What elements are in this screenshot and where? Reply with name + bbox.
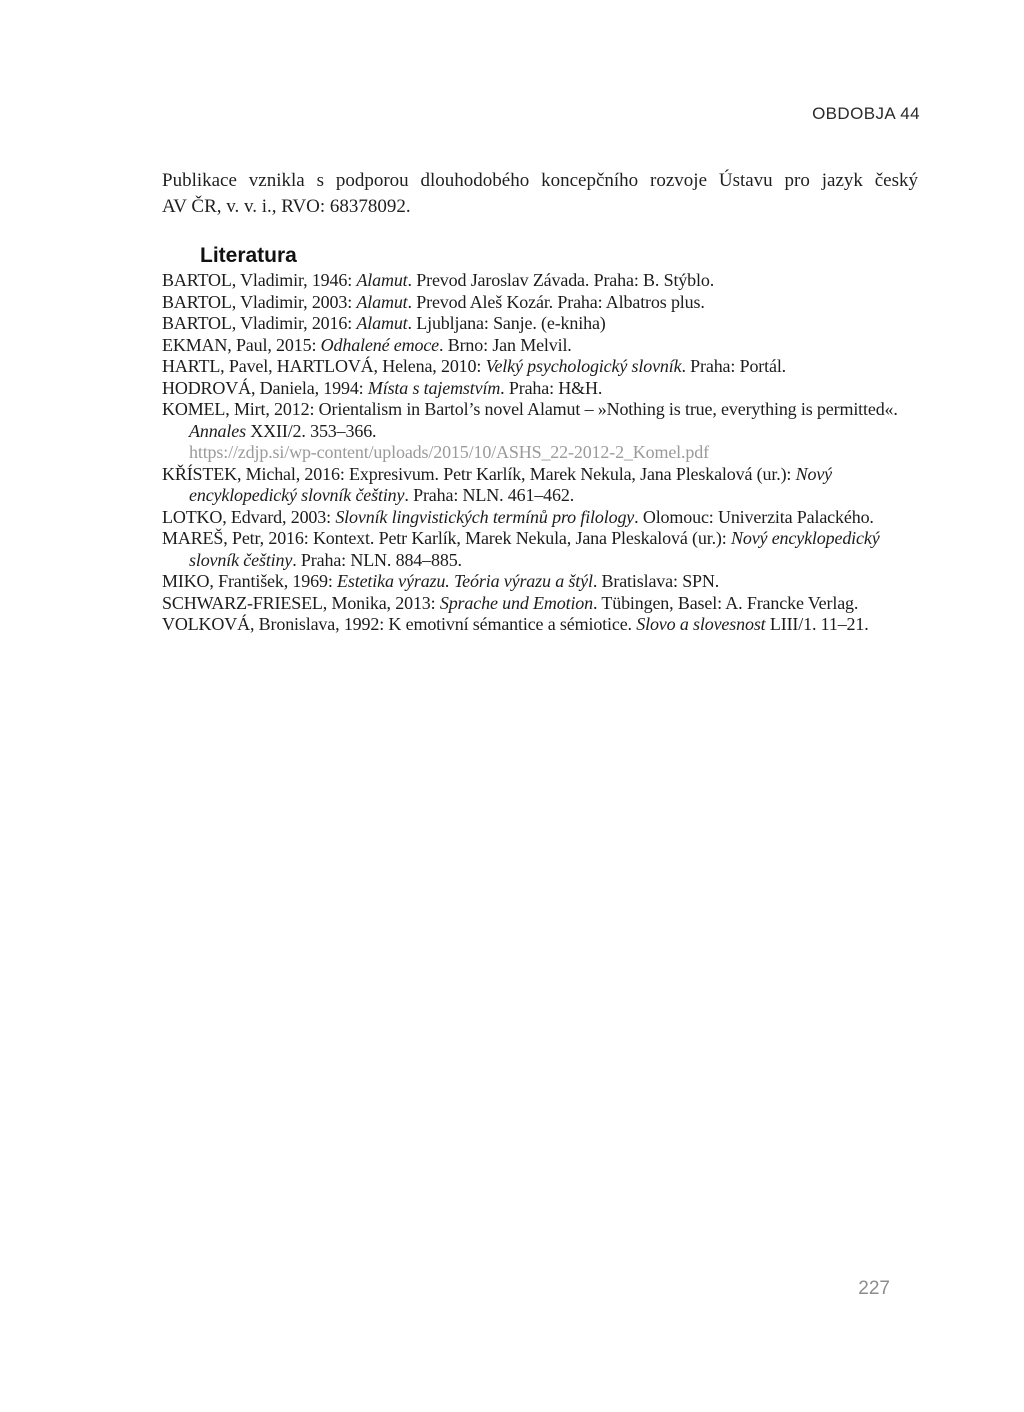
entry-title: Estetika výrazu. Teória výrazu a štýl — [337, 571, 593, 591]
page-content — [162, 168, 918, 636]
page-number: 227 — [858, 1278, 890, 1299]
bibliography-entry — [162, 464, 918, 507]
entry-title: Annales — [189, 420, 246, 441]
intro-line: AV ČR, v. v. i., RVO: 68378092. — [162, 196, 411, 217]
entry-text: XXII/2. 353–366. — [245, 420, 377, 441]
bibliography-entry — [162, 593, 918, 615]
bibliography-entry — [162, 614, 918, 636]
entry-text: . Praha: NLN. 461–462. — [404, 485, 575, 505]
entry-text: EKMAN, Paul, 2015: — [162, 334, 321, 355]
entry-title: Nový encyklopedický slovník češtiny — [189, 528, 880, 570]
entry-text: LOTKO, Edvard, 2003: — [162, 506, 336, 527]
entry-title: Slovník lingvistických termínů pro filology — [335, 506, 635, 527]
entry-text: MAREŠ, Petr, 2016: Kontext. Petr Karlík, Marek Nekula, Jana Pleskalová (ur.): — [162, 528, 731, 548]
entry-text: . Brno: Jan Melvil. — [439, 334, 572, 355]
entry-text: . Praha: NLN. 884–885. — [292, 549, 462, 570]
entry-title: Slovo a slovesnost — [636, 614, 766, 634]
entry-title: Velký psychologický slovník — [485, 356, 682, 376]
bibliography-entry — [162, 335, 918, 357]
entry-text: KŘÍSTEK, Michal, 2016: Expresivum. Petr Karlík, Marek Nekula, Jana Pleskalová (ur.): — [162, 463, 796, 484]
bibliography-entry — [162, 507, 918, 529]
bibliography-entry — [162, 270, 918, 292]
entry-title: Odhalené emoce — [320, 334, 440, 355]
entry-title: Místa s tajemstvím — [367, 377, 501, 398]
entry-text: . Olomouc: Univerzita Palackého. — [634, 506, 874, 527]
entry-text: KOMEL, Mirt, 2012: Orientalism in Bartol’s novel Alamut – »Nothing is true, everything is permitted«. — [162, 399, 898, 419]
bibliography-heading: Literatura — [200, 244, 297, 267]
bibliography-entry — [162, 378, 918, 400]
entry-text: . Ljubljana: Sanje. (e-kniha) — [407, 313, 606, 333]
entry-text: VOLKOVÁ, Bronislava, 1992: K emotivní sémantice a sémiotice. — [162, 614, 637, 634]
bibliography-entry — [162, 399, 918, 464]
bibliography-entry — [162, 528, 918, 571]
entry-text: BARTOL, Vladimir, 1946: — [162, 270, 357, 290]
bibliography-entry — [162, 571, 918, 593]
entry-text: . Prevod Jaroslav Závada. Praha: B. Stýblo. — [407, 270, 715, 290]
intro-line: Publikace vznikla s podporou dlouhodobého koncepčního rozvoje Ústavu pro jazyk český — [162, 170, 918, 191]
entry-text: MIKO, František, 1969: — [162, 571, 338, 591]
entry-text: BARTOL, Vladimir, 2003: — [162, 291, 357, 312]
entry-text: . Bratislava: SPN. — [592, 571, 720, 591]
bibliography-entry — [162, 356, 918, 378]
entry-title: Alamut — [356, 291, 408, 312]
entry-text: SCHWARZ-FRIESEL, Monika, 2013: — [162, 592, 440, 613]
entry-title: Alamut — [356, 270, 408, 290]
running-head: OBDOBJA 44 — [812, 104, 920, 123]
entry-text: . Tübingen, Basel: A. Francke Verlag. — [593, 592, 859, 613]
entry-text: HARTL, Pavel, HARTLOVÁ, Helena, 2010: — [162, 356, 486, 376]
bibliography-entry — [162, 292, 918, 314]
intro-paragraph — [162, 168, 918, 220]
entry-text: LIII/1. 11–21. — [765, 614, 869, 634]
bibliography-entry — [162, 313, 918, 335]
entry-title: Nový encyklopedický slovník češtiny — [189, 463, 833, 505]
entry-text: . Prevod Aleš Kozár. Praha: Albatros plus. — [407, 291, 705, 312]
entry-title: Sprache und Emotion — [439, 592, 593, 613]
entry-text: . Praha: H&H. — [500, 377, 603, 398]
entry-title: Alamut — [356, 313, 408, 333]
bibliography-list — [162, 270, 918, 636]
entry-text: . Praha: Portál. — [681, 356, 787, 376]
entry-text: BARTOL, Vladimir, 2016: — [162, 313, 357, 333]
entry-url: https://zdjp.si/wp-content/uploads/2015/10/ASHS_22-2012-2_Komel.pdf — [189, 442, 709, 462]
entry-text: HODROVÁ, Daniela, 1994: — [162, 377, 368, 398]
